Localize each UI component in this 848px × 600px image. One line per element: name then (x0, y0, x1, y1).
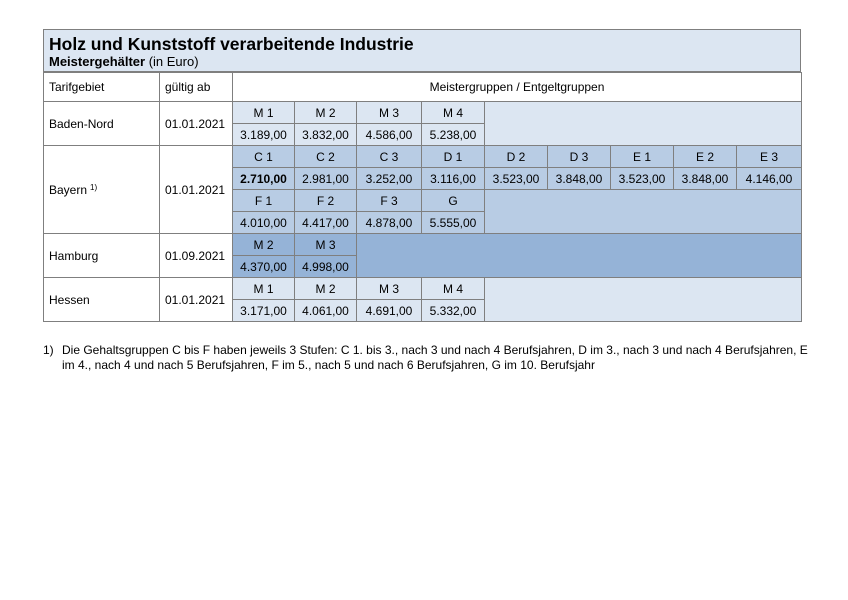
salary-value: 4.146,00 (737, 168, 802, 190)
footnote (43, 343, 811, 373)
salary-value: 4.417,00 (295, 212, 357, 234)
salary-value: 3.523,00 (611, 168, 674, 190)
footnote-number: 1) (43, 343, 54, 357)
salary-value: 3.171,00 (233, 300, 295, 322)
salary-value: 5.332,00 (422, 300, 485, 322)
group-label: E 2 (674, 146, 737, 168)
group-label: D 2 (485, 146, 548, 168)
group-label: M 3 (295, 234, 357, 256)
salary-value: 3.848,00 (674, 168, 737, 190)
group-label: E 1 (611, 146, 674, 168)
empty-fill (485, 190, 802, 234)
empty-fill (485, 102, 802, 146)
region-name: Hamburg (44, 234, 160, 278)
group-label: E 3 (737, 146, 802, 168)
header-groups: Meistergruppen / Entgeltgruppen (233, 73, 802, 102)
group-label: D 1 (422, 146, 485, 168)
table-row (44, 278, 802, 300)
salary-value: 5.238,00 (422, 124, 485, 146)
salary-value: 4.010,00 (233, 212, 295, 234)
group-label: M 3 (357, 102, 422, 124)
region-valid-from: 01.01.2021 (160, 146, 233, 234)
region-name: Baden-Nord (44, 102, 160, 146)
header-row (44, 73, 802, 102)
group-label: M 2 (295, 278, 357, 300)
group-label: F 1 (233, 190, 295, 212)
group-label: F 2 (295, 190, 357, 212)
region-valid-from: 01.09.2021 (160, 234, 233, 278)
region-name: Hessen (44, 278, 160, 322)
salary-table (43, 72, 802, 322)
salary-value: 3.848,00 (548, 168, 611, 190)
header-region: Tarifgebiet (44, 73, 160, 102)
group-label: C 1 (233, 146, 295, 168)
salary-document (43, 29, 801, 322)
group-label: C 3 (357, 146, 422, 168)
group-label: M 4 (422, 278, 485, 300)
subtitle-rest: (in Euro) (145, 54, 199, 69)
group-label: M 1 (233, 102, 295, 124)
footnote-ref: 1) (90, 182, 98, 192)
table-row (44, 234, 802, 256)
salary-value: 4.998,00 (295, 256, 357, 278)
salary-value: 3.832,00 (295, 124, 357, 146)
group-label: M 3 (357, 278, 422, 300)
region-name-text: Bayern (49, 182, 88, 197)
page-subtitle (49, 54, 800, 70)
header-valid-from: gültig ab (160, 73, 233, 102)
salary-value: 4.061,00 (295, 300, 357, 322)
salary-value: 5.555,00 (422, 212, 485, 234)
group-label: M 2 (295, 102, 357, 124)
salary-value: 2.981,00 (295, 168, 357, 190)
group-label: M 2 (233, 234, 295, 256)
region-valid-from: 01.01.2021 (160, 102, 233, 146)
group-label: M 4 (422, 102, 485, 124)
table-row (44, 102, 802, 124)
salary-value: 4.878,00 (357, 212, 422, 234)
salary-value: 2.710,00 (233, 168, 295, 190)
empty-fill (357, 234, 802, 278)
salary-value: 3.116,00 (422, 168, 485, 190)
region-valid-from: 01.01.2021 (160, 278, 233, 322)
page-title: Holz und Kunststoff verarbeitende Industrie (49, 34, 414, 54)
group-label: F 3 (357, 190, 422, 212)
salary-value: 3.189,00 (233, 124, 295, 146)
region-name (44, 146, 160, 234)
group-label: M 1 (233, 278, 295, 300)
empty-fill (485, 278, 802, 322)
salary-value: 3.523,00 (485, 168, 548, 190)
salary-value: 4.691,00 (357, 300, 422, 322)
title-box (43, 29, 801, 72)
salary-value: 4.370,00 (233, 256, 295, 278)
group-label: C 2 (295, 146, 357, 168)
salary-value: 3.252,00 (357, 168, 422, 190)
group-label: D 3 (548, 146, 611, 168)
footnote-text: Die Gehaltsgruppen C bis F haben jeweils 3 Stufen: C 1. bis 3., nach 3 und nach 4 Berufsjahren, D im 3., nach 3 und nach 4 Berufsjahren, E im 4., nach 4 und nach 5 Berufsjahren, F im 5., nach 5 und nach 6 Berufsjahren, G im 10. Berufsjahr (62, 343, 808, 372)
table-row (44, 146, 802, 168)
group-label: G (422, 190, 485, 212)
subtitle-bold: Meistergehälter (49, 54, 146, 69)
salary-value: 4.586,00 (357, 124, 422, 146)
